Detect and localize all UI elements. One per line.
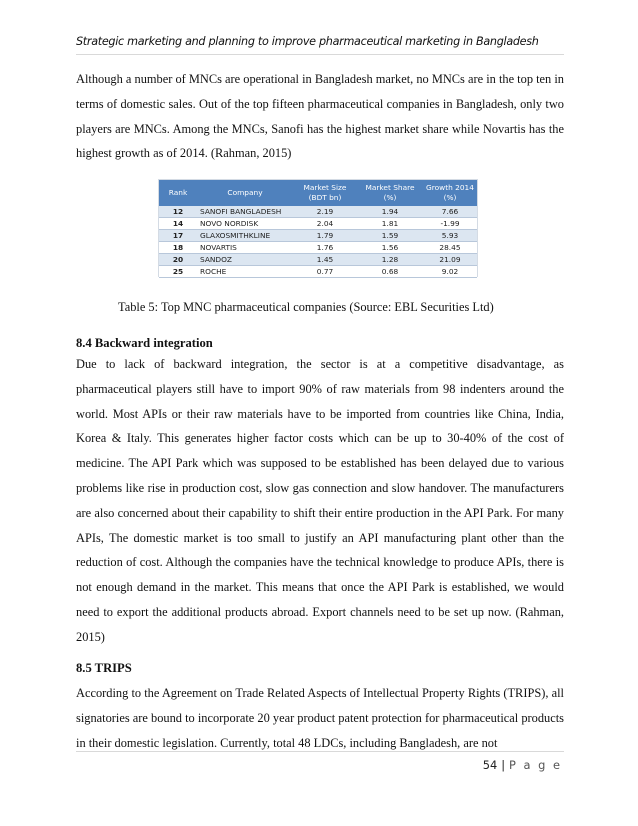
cell-rank: 20 bbox=[159, 254, 197, 266]
trips-paragraph: According to the Agreement on Trade Related Aspects of Intellectual Property Rights (TRIPS), all signatories are bound to incorporate 20 year product patent protection for pharmaceutical products in their domestic legislation. Currently, total 48 LDCs, including Bangladesh, are not bbox=[76, 686, 564, 750]
col-header-company: Company bbox=[197, 180, 293, 206]
cell-market-share: 0.68 bbox=[357, 266, 423, 278]
cell-growth: 28.45 bbox=[423, 242, 477, 254]
cell-company: GLAXOSMITHKLINE bbox=[197, 230, 293, 242]
cell-market-share: 1.56 bbox=[357, 242, 423, 254]
cell-company: SANDOZ bbox=[197, 254, 293, 266]
cell-growth: 21.09 bbox=[423, 254, 477, 266]
running-header: Strategic marketing and planning to improve pharmaceutical marketing in Bangladesh bbox=[76, 35, 539, 48]
cell-market-size: 1.45 bbox=[293, 254, 357, 266]
table-row bbox=[159, 206, 477, 218]
header-divider bbox=[76, 54, 564, 55]
cell-rank: 14 bbox=[159, 218, 197, 230]
table-header-row bbox=[159, 180, 477, 206]
backward-integration-paragraph: Due to lack of backward integration, the sector is at a competitive disadvantage, as pharmaceutical players still have to import 90% of raw materials from 98 indenters around the world. Most APIs or their raw materials have to be imported from countries like China, India, Korea & Italy. This generates higher factor costs which can be up to 30-40% of the cost of medicine. The API Park which was supposed to be established has been delayed due to various problems like rise in production cost, slow gas connection and slow handover. The manufacturers are also concerned about their capability to shift their entire production in the API Park. For many APIs, The domestic market is too small to justify an API manufacturing plant other than the reduction of cost. Although the companies have the technical knowledge to produce APIs, there is not enough demand in the market. This means that once the API Park is established, we would need to export the additional products abroad. Export channels need to be set up now. (Rahman, 2015) bbox=[76, 357, 564, 644]
mnc-table-image bbox=[158, 179, 478, 277]
footer-divider bbox=[76, 751, 564, 752]
col-header-market-share: Market Share (%) bbox=[357, 180, 423, 206]
cell-market-share: 1.59 bbox=[357, 230, 423, 242]
cell-company: ROCHE bbox=[197, 266, 293, 278]
cell-rank: 25 bbox=[159, 266, 197, 278]
page-label: P a g e bbox=[509, 758, 562, 772]
table-caption: Table 5: Top MNC pharmaceutical companies (Source: EBL Securities Ltd) bbox=[118, 300, 494, 314]
cell-market-share: 1.81 bbox=[357, 218, 423, 230]
col-header-growth: Growth 2014 (%) bbox=[423, 180, 477, 206]
cell-growth: 5.93 bbox=[423, 230, 477, 242]
cell-market-share: 1.28 bbox=[357, 254, 423, 266]
cell-growth: -1.99 bbox=[423, 218, 477, 230]
cell-growth: 7.66 bbox=[423, 206, 477, 218]
table-row bbox=[159, 218, 477, 230]
section-heading-backward-integration: 8.4 Backward integration bbox=[76, 336, 213, 350]
page-number: 54 bbox=[482, 758, 498, 772]
cell-market-share: 1.94 bbox=[357, 206, 423, 218]
cell-company: SANOFI BANGLADESH bbox=[197, 206, 293, 218]
cell-market-size: 2.04 bbox=[293, 218, 357, 230]
table-row bbox=[159, 254, 477, 266]
table-row bbox=[159, 242, 477, 254]
cell-company: NOVO NORDISK bbox=[197, 218, 293, 230]
cell-market-size: 0.77 bbox=[293, 266, 357, 278]
page-footer bbox=[483, 758, 562, 772]
intro-paragraph: Although a number of MNCs are operational in Bangladesh market, no MNCs are in the top ten in terms of domestic sales. Out of the top fifteen pharmaceutical companies in Bangladesh, only two players are MNCs. Among the MNCs, Sanofi has the highest market share while Novartis has the highest growth as of 2014. (Rahman, 2015) bbox=[76, 72, 564, 161]
col-header-rank: Rank bbox=[159, 180, 197, 206]
cell-market-size: 2.19 bbox=[293, 206, 357, 218]
col-header-market-size: Market Size (BDT bn) bbox=[293, 180, 357, 206]
cell-growth: 9.02 bbox=[423, 266, 477, 278]
table-row bbox=[159, 266, 477, 278]
cell-rank: 12 bbox=[159, 206, 197, 218]
cell-company: NOVARTIS bbox=[197, 242, 293, 254]
cell-rank: 18 bbox=[159, 242, 197, 254]
table-row bbox=[159, 230, 477, 242]
footer-separator: | bbox=[501, 758, 506, 772]
cell-rank: 17 bbox=[159, 230, 197, 242]
mnc-table bbox=[159, 180, 477, 278]
cell-market-size: 1.79 bbox=[293, 230, 357, 242]
cell-market-size: 1.76 bbox=[293, 242, 357, 254]
section-heading-trips: 8.5 TRIPS bbox=[76, 661, 132, 675]
